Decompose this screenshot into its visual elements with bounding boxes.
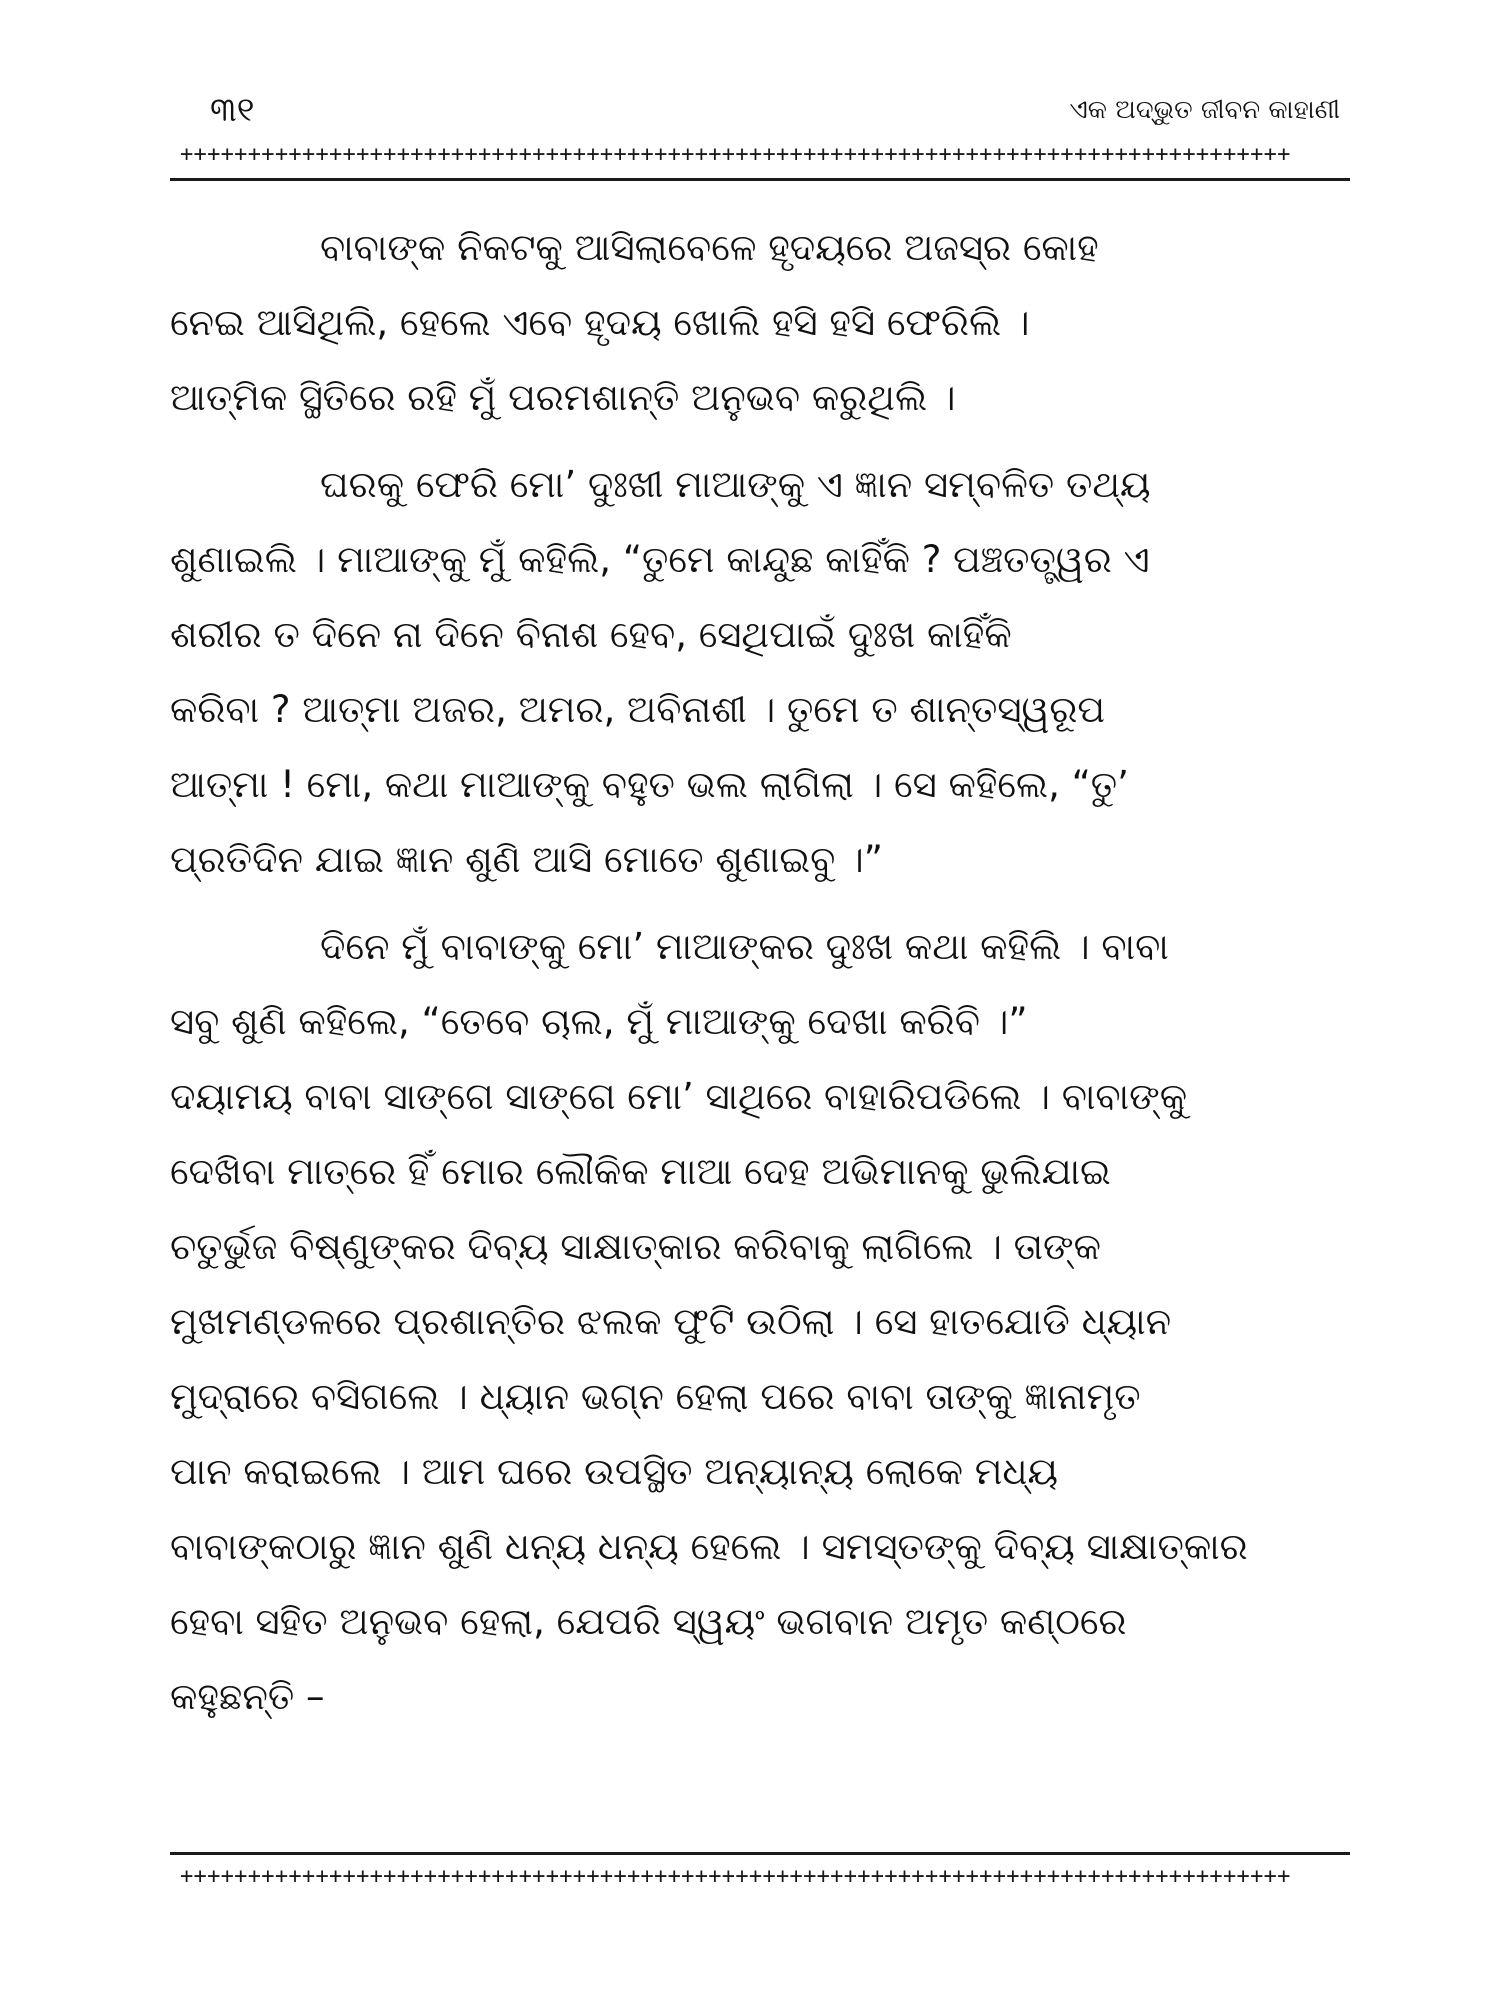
- text-line: ନେଇ ଆସିଥିଲି, ହେଲେ ଏବେ ହୃଦୟ ଖୋଲି ହସି ହସି ଫେରିଲି ।: [170, 301, 1030, 344]
- text-line: ଶରୀର ତ ଦିନେ ନା ଦିନେ ବିନାଶ ହେବ, ସେଥିପାଇଁ ଦୁଃଖ କାହିଁକି: [170, 613, 1012, 656]
- text-line: ଘରକୁ ଫେରି ମୋ’ ଦୁଃଖୀ ମାଆଙ୍କୁ ଏ ଜ୍ଞାନ ସମ୍ବଳିତ ତଥ୍ୟ: [320, 463, 1151, 506]
- text-line: ପାନ କରାଇଲେ । ଆମ ଘରେ ଉପସ୍ଥିତ ଅନ୍ୟାନ୍ୟ ଲୋକେ ମଧ୍ୟ: [170, 1450, 1058, 1493]
- text-line: ଚତୁର୍ଭୁଜ ବିଷ୍ଣୁଙ୍କର ଦିବ୍ୟ ସାକ୍ଷାତ୍କାର କରିବାକୁ ଲାଗିଲେ । ତାଙ୍କ: [170, 1225, 1101, 1268]
- top-plus-row: ++++++++++++++++++++++++++++++++++++++++++++++++++++++++++++++++++++++++++++++++++: [180, 142, 1291, 167]
- page-header: [170, 80, 1350, 140]
- text-line: ବାବାଙ୍କଠାରୁ ଜ୍ଞାନ ଶୁଣି ଧନ୍ୟ ଧନ୍ୟ ହେଲେ । ସମସ୍ତଙ୍କୁ ଦିବ୍ୟ ସାକ୍ଷାତ୍କାର: [170, 1525, 1248, 1568]
- bottom-plus-row: ++++++++++++++++++++++++++++++++++++++++++++++++++++++++++++++++++++++++++++++++++: [180, 1864, 1291, 1889]
- bottom-rule: [170, 1852, 1350, 1855]
- text-line: ଆତ୍ମା ! ମୋ, କଥା ମାଆଙ୍କୁ ବହୁତ ଭଲ ଲାଗିଲା । ସେ କହିଲେ, “ତୁ’: [170, 763, 1129, 806]
- text-line: କରିବା ? ଆତ୍ମା ଅଜର, ଅମର, ଅବିନାଶୀ । ତୁମେ ତ ଶାନ୍ତସ୍ୱରୂପ: [170, 688, 1106, 731]
- text-line: ସବୁ ଶୁଣି କହିଲେ, “ତେବେ ଚାଲ, ମୁଁ ମାଆଙ୍କୁ ଦେଖା କରିବି ।”: [170, 1000, 1028, 1043]
- text-line: ପ୍ରତିଦିନ ଯାଇ ଜ୍ଞାନ ଶୁଣି ଆସି ମୋତେ ଶୁଣାଇବୁ ।”: [170, 838, 883, 881]
- text-line: ଦୟାମୟ ବାବା ସାଙ୍ଗେ ସାଙ୍ଗେ ମୋ’ ସାଥିରେ ବାହାରିପଡିଲେ । ବାବାଙ୍କୁ: [170, 1075, 1188, 1118]
- paragraph-3: [170, 909, 1350, 1734]
- text-line: ମୁଖମଣ୍ଡଳରେ ପ୍ରଶାନ୍ତିର ଝଲକ ଫୁଟି ଉଠିଲା । ସେ ହାତଯୋଡି ଧ୍ୟାନ: [170, 1300, 1172, 1343]
- text-line: ଦେଖିବା ମାତ୍ରେ ହିଁ ମୋର ଲୌକିକ ମାଆ ଦେହ ଅଭିମାନକୁ ଭୁଲିଯାଇ: [170, 1150, 1111, 1193]
- text-line: ହେବା ସହିତ ଅନୁଭବ ହେଲା, ଯେପରି ସ୍ୱୟଂ ଭଗବାନ ଅମୃତ କଣ୍ଠରେ: [170, 1600, 1127, 1643]
- paragraph-2: [170, 447, 1350, 897]
- bottom-ornament-border: [170, 1852, 1350, 1908]
- running-title: ଏକ ଅଦ୍ଭୁତ ଜୀବନ କାହାଣୀ: [1069, 95, 1340, 125]
- paragraph-1: [170, 210, 1350, 435]
- top-ornament-border: [170, 140, 1350, 196]
- text-line: ଶୁଣାଇଲି । ମାଆଙ୍କୁ ମୁଁ କହିଲି, “ତୁମେ କାନ୍ଦୁଛ କାହିଁକି ? ପଞ୍ଚତତ୍ତ୍ୱର ଏ: [170, 538, 1150, 581]
- text-line: ମୁଦ୍ରାରେ ବସିଗଲେ । ଧ୍ୟାନ ଭଗ୍ନ ହେଲା ପରେ ବାବା ତାଙ୍କୁ ଜ୍ଞାନାମୃତ: [170, 1375, 1141, 1418]
- text-line: ବାବାଙ୍କ ନିକଟକୁ ଆସିଲାବେଳେ ହୃଦୟରେ ଅଜସ୍ର କୋହ: [320, 226, 1099, 269]
- text-line: ଦିନେ ମୁଁ ବାବାଙ୍କୁ ମୋ’ ମାଆଙ୍କର ଦୁଃଖ କଥା କହିଲି । ବାବା: [320, 925, 1169, 968]
- body-text: [170, 210, 1350, 1746]
- book-page: [170, 60, 1350, 1950]
- text-line: ଆତ୍ମିକ ସ୍ଥିତିରେ ରହି ମୁଁ ପରମଶାନ୍ତି ଅନୁଭବ କରୁଥିଲି ।: [170, 376, 956, 419]
- top-rule: [170, 178, 1350, 181]
- page-number: ୩୧: [210, 90, 255, 130]
- text-line: କହୁଛନ୍ତି –: [170, 1675, 325, 1718]
